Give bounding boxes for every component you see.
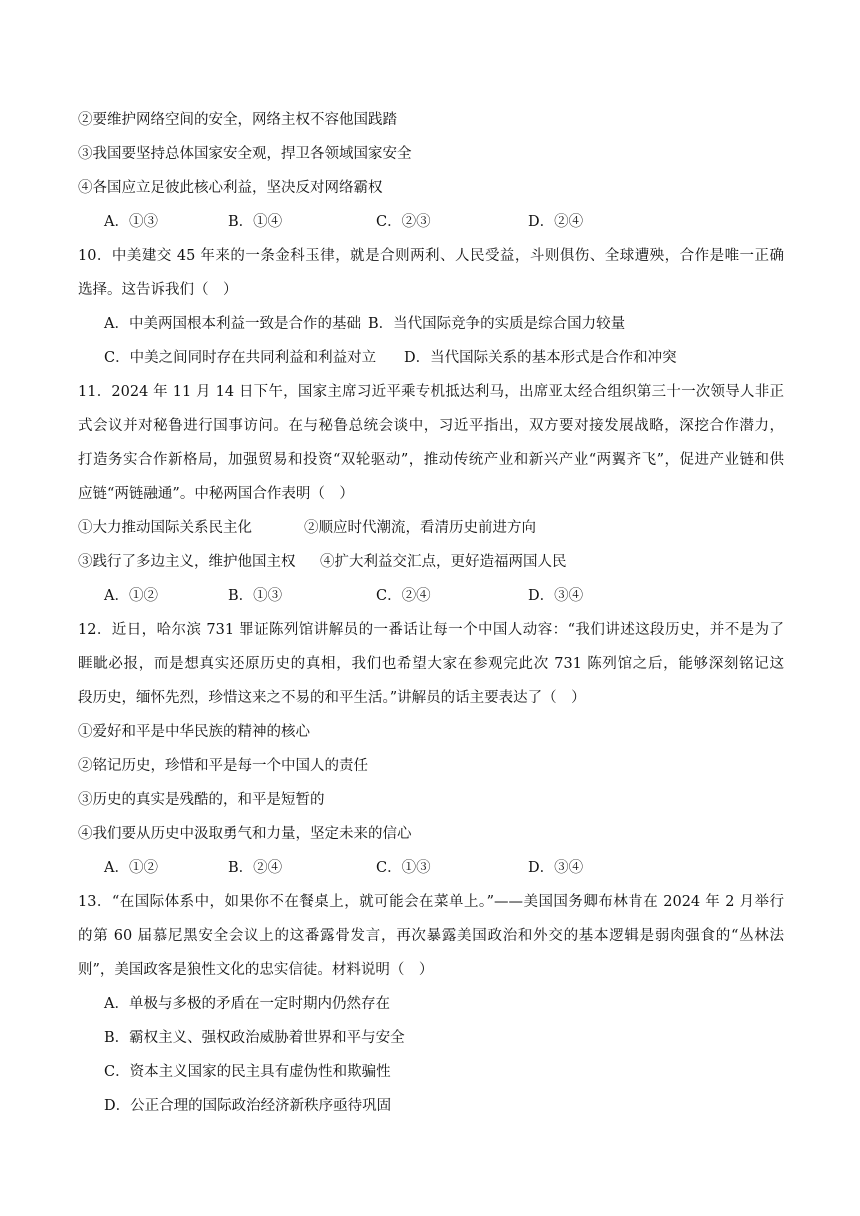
q12-option-a: A．①② — [104, 860, 158, 876]
q13-stem-line-3: 则”，美国政客是狼性文化的忠实信徒。材料说明（ ） — [78, 962, 434, 978]
q9-option-c: C．②③ — [376, 214, 431, 230]
q12-stem-line-1: 12．近日，哈尔滨 731 罪证陈列馆讲解员的一番话让每一个中国人动容：“我们讲述这段历史，并不是为了 — [78, 622, 784, 638]
q11-statement-3: ③践行了多边主义，维护他国主权 — [78, 554, 296, 570]
q13-option-d: D．公正合理的国际政治经济新秩序亟待巩固 — [104, 1098, 392, 1114]
q12-stem-line-2: 睚眦必报，而是想真实还原历史的真相，我们也希望大家在参观完此次 731 陈列馆之后，能够深刻铭记这 — [78, 656, 784, 672]
q11-statement-4: ④扩大利益交汇点，更好造福两国人民 — [320, 554, 567, 570]
q11-option-b: B．①③ — [228, 588, 283, 604]
q12-option-d: D．③④ — [528, 860, 584, 876]
q11-stem-line-4: 应链“两链融通”。中秘两国合作表明（ ） — [78, 486, 354, 502]
q12-option-b: B．②④ — [228, 860, 283, 876]
q13-stem-line-1: 13．“在国际体系中，如果你不在餐桌上，就可能会在菜单上。”——美国国务卿布林肯在 2024 年 2 月举行 — [78, 894, 784, 910]
q12-statement-4: ④我们要从历史中汲取勇气和力量，坚定未来的信心 — [78, 826, 412, 842]
q10-stem-line-2: 选择。这告诉我们（ ） — [78, 282, 238, 298]
q13-stem-line-2: 的第 60 届慕尼黑安全会议上的这番露骨发言，再次暴露美国政治和外交的基本逻辑是弱肉强食的“丛林法 — [78, 928, 784, 944]
q11-statement-2: ②顺应时代潮流，看清历史前进方向 — [304, 520, 536, 536]
q9-option-b: B．①④ — [228, 214, 283, 230]
q10-option-c: C．中美之间同时存在共同利益和利益对立 — [104, 350, 377, 366]
q11-option-c: C．②④ — [376, 588, 431, 604]
q12-statement-3: ③历史的真实是残酷的，和平是短暂的 — [78, 792, 325, 808]
q13-option-b: B．霸权主义、强权政治威胁着世界和平与安全 — [104, 1030, 405, 1046]
q9-statement-4: ④各国应立足彼此核心利益，坚决反对网络霸权 — [78, 180, 383, 196]
q11-statement-1: ①大力推动国际关系民主化 — [78, 520, 252, 536]
q11-option-a: A．①② — [104, 588, 158, 604]
q11-stem-line-3: 打造务实合作新格局，加强贸易和投资“双轮驱动”，推动传统产业和新兴产业“两翼齐飞”，促进产业链和供 — [78, 452, 784, 468]
q9-option-d: D．②④ — [528, 214, 584, 230]
q13-option-a: A．单极与多极的矛盾在一定时期内仍然存在 — [104, 996, 390, 1012]
q12-statement-1: ①爱好和平是中华民族的精神的核心 — [78, 724, 310, 740]
q9-statement-3: ③我国要坚持总体国家安全观，捍卫各领域国家安全 — [78, 146, 412, 162]
q9-option-a: A．①③ — [104, 214, 158, 230]
q9-statement-2: ②要维护网络空间的安全，网络主权不容他国践踏 — [78, 112, 397, 128]
q10-option-b: B．当代国际竞争的实质是综合国力较量 — [368, 316, 626, 332]
q11-statements-row-1 — [78, 518, 784, 538]
q11-stem-line-1: 11．2024 年 11 月 14 日下午，国家主席习近平乘专机抵达利马，出席亚太经合组织第三十一次领导人非正 — [78, 384, 784, 400]
q12-stem-line-3: 段历史，缅怀先烈，珍惜这来之不易的和平生活。”讲解员的话主要表达了（ ） — [78, 690, 586, 706]
q11-statements-row-2 — [78, 552, 784, 572]
q12-statement-2: ②铭记历史，珍惜和平是每一个中国人的责任 — [78, 758, 368, 774]
q11-option-d: D．③④ — [528, 588, 584, 604]
q13-option-c: C．资本主义国家的民主具有虚伪性和欺骗性 — [104, 1064, 391, 1080]
q10-option-d: D．当代国际关系的基本形式是合作和冲突 — [404, 350, 677, 366]
q11-stem-line-2: 式会议并对秘鲁进行国事访问。在与秘鲁总统会谈中，习近平指出，双方要对接发展战略，深挖合作潜力， — [78, 418, 784, 434]
q10-option-a: A．中美两国根本利益一致是合作的基础 — [104, 316, 361, 332]
q10-stem-line-1: 10．中美建交 45 年来的一条金科玉律，就是合则两利、人民受益，斗则俱伤、全球遭殃，合作是唯一正确 — [78, 248, 784, 264]
q12-option-c: C．①③ — [376, 860, 431, 876]
